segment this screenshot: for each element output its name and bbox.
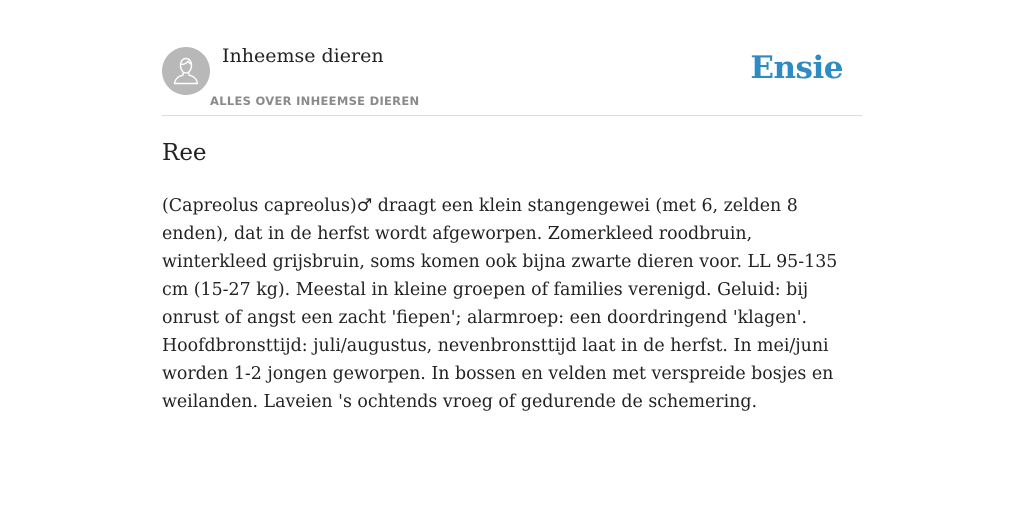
header [162,0,862,116]
user-silhouette-icon [162,47,210,95]
page-container [162,0,862,412]
article-title: Ree [162,140,207,166]
author-name-link[interactable]: Inheemse dieren [222,45,384,67]
author-tagline: ALLES OVER INHEEMSE DIEREN [210,94,420,108]
article-body: (Capreolus capreolus)♂ draagt een klein stangengewei (met 6, zelden 8 enden), dat in de herfst wordt afgeworpen. Zomerkleed roodbruin, winterkleed grijsbruin, soms komen ook bijna zwarte dieren voor. LL 95-135 cm (15-27 kg). Meestal in kleine groepen of families verenigd. Geluid: bij onrust of angst een zacht 'fiepen'; alarmroep: een doordringend 'klagen'. Hoofdbronsttijd: juli/augustus, nevenbronsttijd laat in de herfst. In mei/juni worden 1-2 jongen geworpen. In bossen en velden met verspreide bosjes en weilanden. Laveien 's ochtends vroeg of gedurende de schemering. [162,196,838,412]
ensie-logo[interactable]: Ensie [750,50,843,86]
avatar[interactable] [162,47,210,95]
